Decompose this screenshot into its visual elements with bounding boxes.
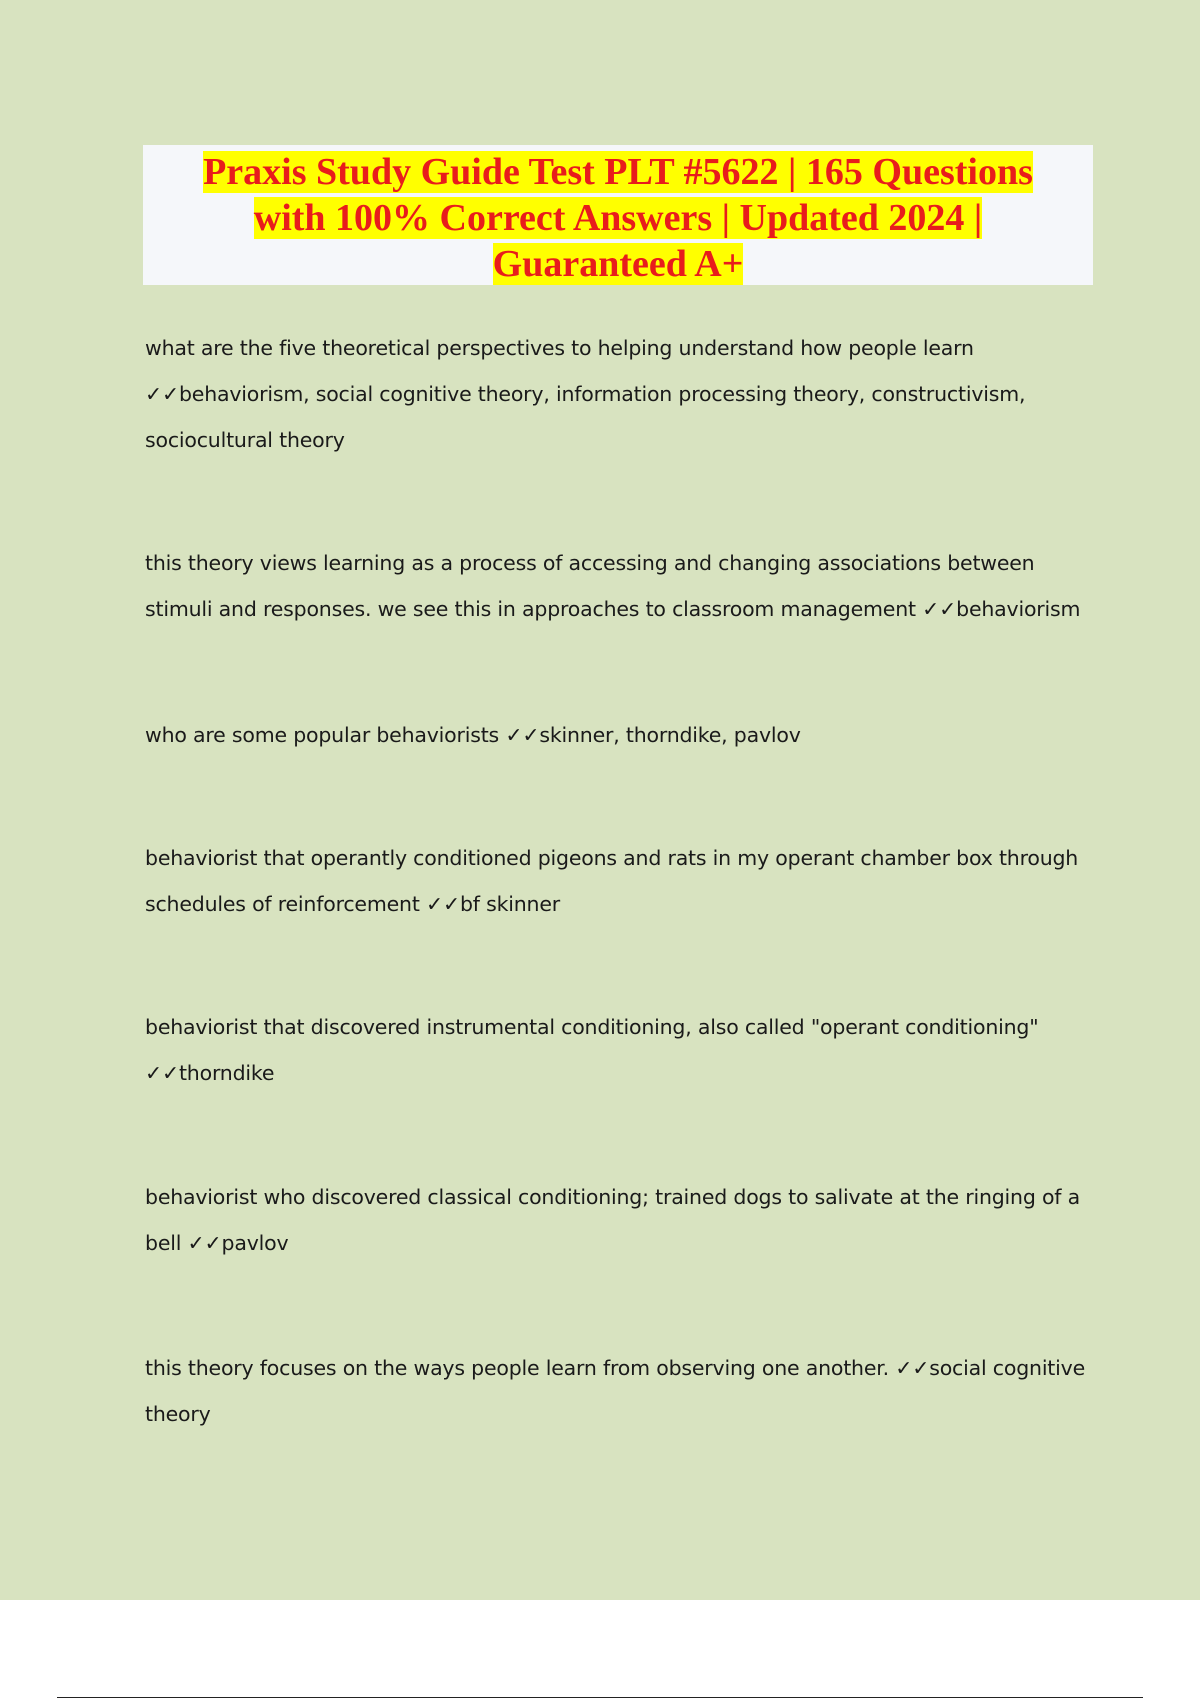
answer-text: skinner, thorndike, pavlov [539,723,801,747]
qa-item [145,712,1095,758]
question-text: behaviorist that discovered instrumental conditioning, also called "operant conditioning" [145,1015,1039,1039]
qa-item [145,1345,1095,1437]
answer-text: behaviorism [956,597,1081,621]
title-line-2: with 100% Correct Answers | Updated 2024 | [253,197,983,239]
qa-item [145,540,1095,632]
answer-text: bf skinner [459,892,560,916]
title-line-3: Guaranteed A+ [492,243,744,285]
answer-text: thorndike [178,1061,275,1085]
question-text: this theory focuses on the ways people learn from observing one another. [145,1356,889,1380]
title-box [143,145,1093,285]
question-text: behaviorist that operantly conditioned pigeons and rats in my operant chamber box through schedules of reinforcement [145,846,1079,916]
answer-text: social cognitive theory [145,1356,1085,1426]
question-text: this theory views learning as a process of accessing and changing associations between stimuli and responses. we see this in approaches to classroom management [145,551,1035,621]
check-mark-icon: ✓✓ [425,892,460,916]
check-mark-icon: ✓✓ [505,723,540,747]
check-mark-icon: ✓✓ [145,1061,179,1085]
question-text: who are some popular behaviorists [145,723,500,747]
check-mark-icon: ✓✓ [187,1231,222,1255]
qa-item [145,325,1095,463]
answer-text: behaviorism, social cognitive theory, information processing theory, constructivism, sociocultural theory [145,382,1026,452]
document-title [143,145,1093,287]
qa-item [145,1174,1095,1266]
check-mark-icon: ✓✓ [922,597,957,621]
qa-item [145,835,1095,927]
title-line-1: Praxis Study Guide Test PLT #5622 | 165 Questions [203,151,1033,193]
question-text: behaviorist who discovered classical conditioning; trained dogs to salivate at the ringing of a bell [145,1185,1081,1255]
question-text: what are the five theoretical perspectives to helping understand how people learn [145,336,974,360]
footer-divider [57,1697,1143,1698]
qa-item [145,1004,1095,1096]
check-mark-icon: ✓✓ [145,382,179,406]
answer-text: pavlov [221,1231,289,1255]
check-mark-icon: ✓✓ [895,1356,930,1380]
